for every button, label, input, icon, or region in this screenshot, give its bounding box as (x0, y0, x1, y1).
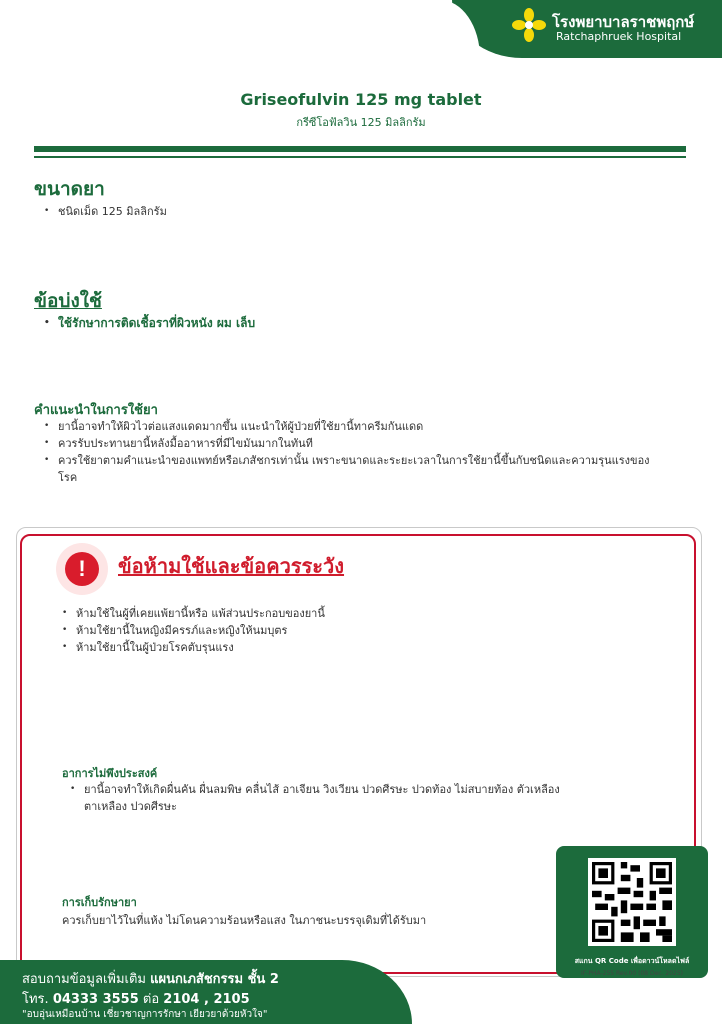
storage-heading: การเก็บรักษายา (62, 896, 137, 909)
drug-subtitle: กรีซีโอฟัลวิน 125 มิลลิกรัม (296, 116, 426, 129)
flower-logo-icon (512, 8, 546, 42)
advice-list (44, 418, 654, 486)
list-item: • ควรรับประทานยานี้หลังมื้ออาหารที่มีไขมันมากในทันที (44, 435, 654, 452)
ext-number: 2104 , 2105 (163, 992, 250, 1007)
line-contact[interactable] (442, 992, 499, 1007)
exclamation-icon: ! (65, 552, 99, 586)
warning-list (62, 605, 662, 656)
line-icon (426, 994, 440, 1008)
list-item: • ชนิดเม็ด 125 มิลลิกรัม (44, 203, 684, 220)
hospital-name-en: Ratchaphruek Hospital (556, 30, 682, 43)
drug-title: Griseofulvin 125 mg tablet (240, 90, 482, 109)
line-id: ID : @RPHLine (442, 998, 500, 1007)
website-url: WWW.rph.co.th (524, 998, 586, 1007)
list-item: • ควรใช้ยาตามคำแนะนำของแพทย์หรือเภสัชกรเท่านั้น เพราะขนาดและระยะเวลาในการใช้ยานี้ขึ้นกับชนิดและความรุนแรงของโรค (44, 452, 654, 486)
facebook-label: FACEBOOK (611, 992, 638, 998)
footer-phone-line (22, 988, 250, 1009)
form-code: IF-PHA-255 Rev.00 (08 Dec. 2025) (580, 970, 684, 977)
facebook-contact[interactable] (611, 992, 700, 1007)
list-item: • ยานี้อาจทำให้เกิดผื่นคัน ผื่นลมพิษ คลื่นไส้ อาเจียน วิงเวียน ปวดศีรษะ ปวดท้อง ไม่สบายท้อง ตัวเหลือง ตาเหลือง ปวดศีรษะ (70, 781, 570, 815)
hospital-name-th: โรงพยาบาลราชพฤกษ์ (552, 13, 695, 31)
ext-label: ต่อ (142, 992, 160, 1007)
title-divider (34, 146, 686, 152)
warning-title: ข้อห้ามใช้และข้อควรระวัง (118, 554, 345, 578)
advice-heading: คำแนะนำในการใช้ยา (34, 403, 158, 418)
side-effects-heading: อาการไม่พึงประสงค์ (62, 767, 158, 780)
phone-number[interactable]: 04333 3555 (52, 992, 139, 1007)
indication-list (44, 315, 684, 332)
footer-department: แผนกเภสัชกรรม ชั้น 2 (150, 972, 279, 987)
dosage-heading: ขนาดยา (34, 178, 105, 200)
qr-caption: สแกน QR Code เพื่อดาวน์โหลดไฟล์ (574, 957, 690, 965)
list-item: • ยานี้อาจทำให้ผิวไวต่อแสงแดดมากขึ้น แนะนำให้ผู้ป่วยที่ใช้ยานี้ทาครีมกันแดด (44, 418, 654, 435)
indication-heading: ข้อบ่งใช้ (34, 290, 102, 312)
list-item: • ใช้รักษาการติดเชื้อราที่ผิวหนัง ผม เล็บ (44, 315, 684, 332)
footer-prefix: สอบถามข้อมูลเพิ่มเติม (22, 972, 147, 987)
storage-text: ควรเก็บยาไว้ในที่แห้ง ไม่โดนความร้อนหรือแสง ในภาชนะบรรจุเดิมที่ได้รับมา (62, 914, 427, 927)
title-divider-thin (34, 156, 686, 158)
footer-contact (22, 968, 279, 989)
website-label: WEBSITE (524, 992, 547, 998)
facebook-icon (595, 994, 609, 1008)
dosage-list (44, 203, 684, 220)
list-item: • ห้ามใช้ยานี้ในผู้ป่วยโรคตับรุนแรง (62, 639, 662, 656)
footer-slogan: "อบอุ่นเหมือนบ้าน เชี่ยวชาญการรักษา เยียวยาด้วยหัวใจ" (22, 1009, 268, 1020)
website-contact[interactable] (524, 992, 585, 1007)
facebook-name: RatchaphruekHospital (611, 998, 700, 1007)
globe-icon (508, 994, 522, 1008)
list-item: • ห้ามใช้ยานี้ในหญิงมีครรภ์และหญิงให้นมบุตร (62, 622, 662, 639)
qr-code-icon[interactable] (592, 862, 672, 942)
list-item: • ห้ามใช้ในผู้ที่เคยแพ้ยานี้หรือ แพ้ส่วนประกอบของยานี้ (62, 605, 662, 622)
side-effects-list (70, 781, 570, 815)
phone-label: โทร. (22, 992, 49, 1007)
line-label: LINE (442, 992, 454, 998)
